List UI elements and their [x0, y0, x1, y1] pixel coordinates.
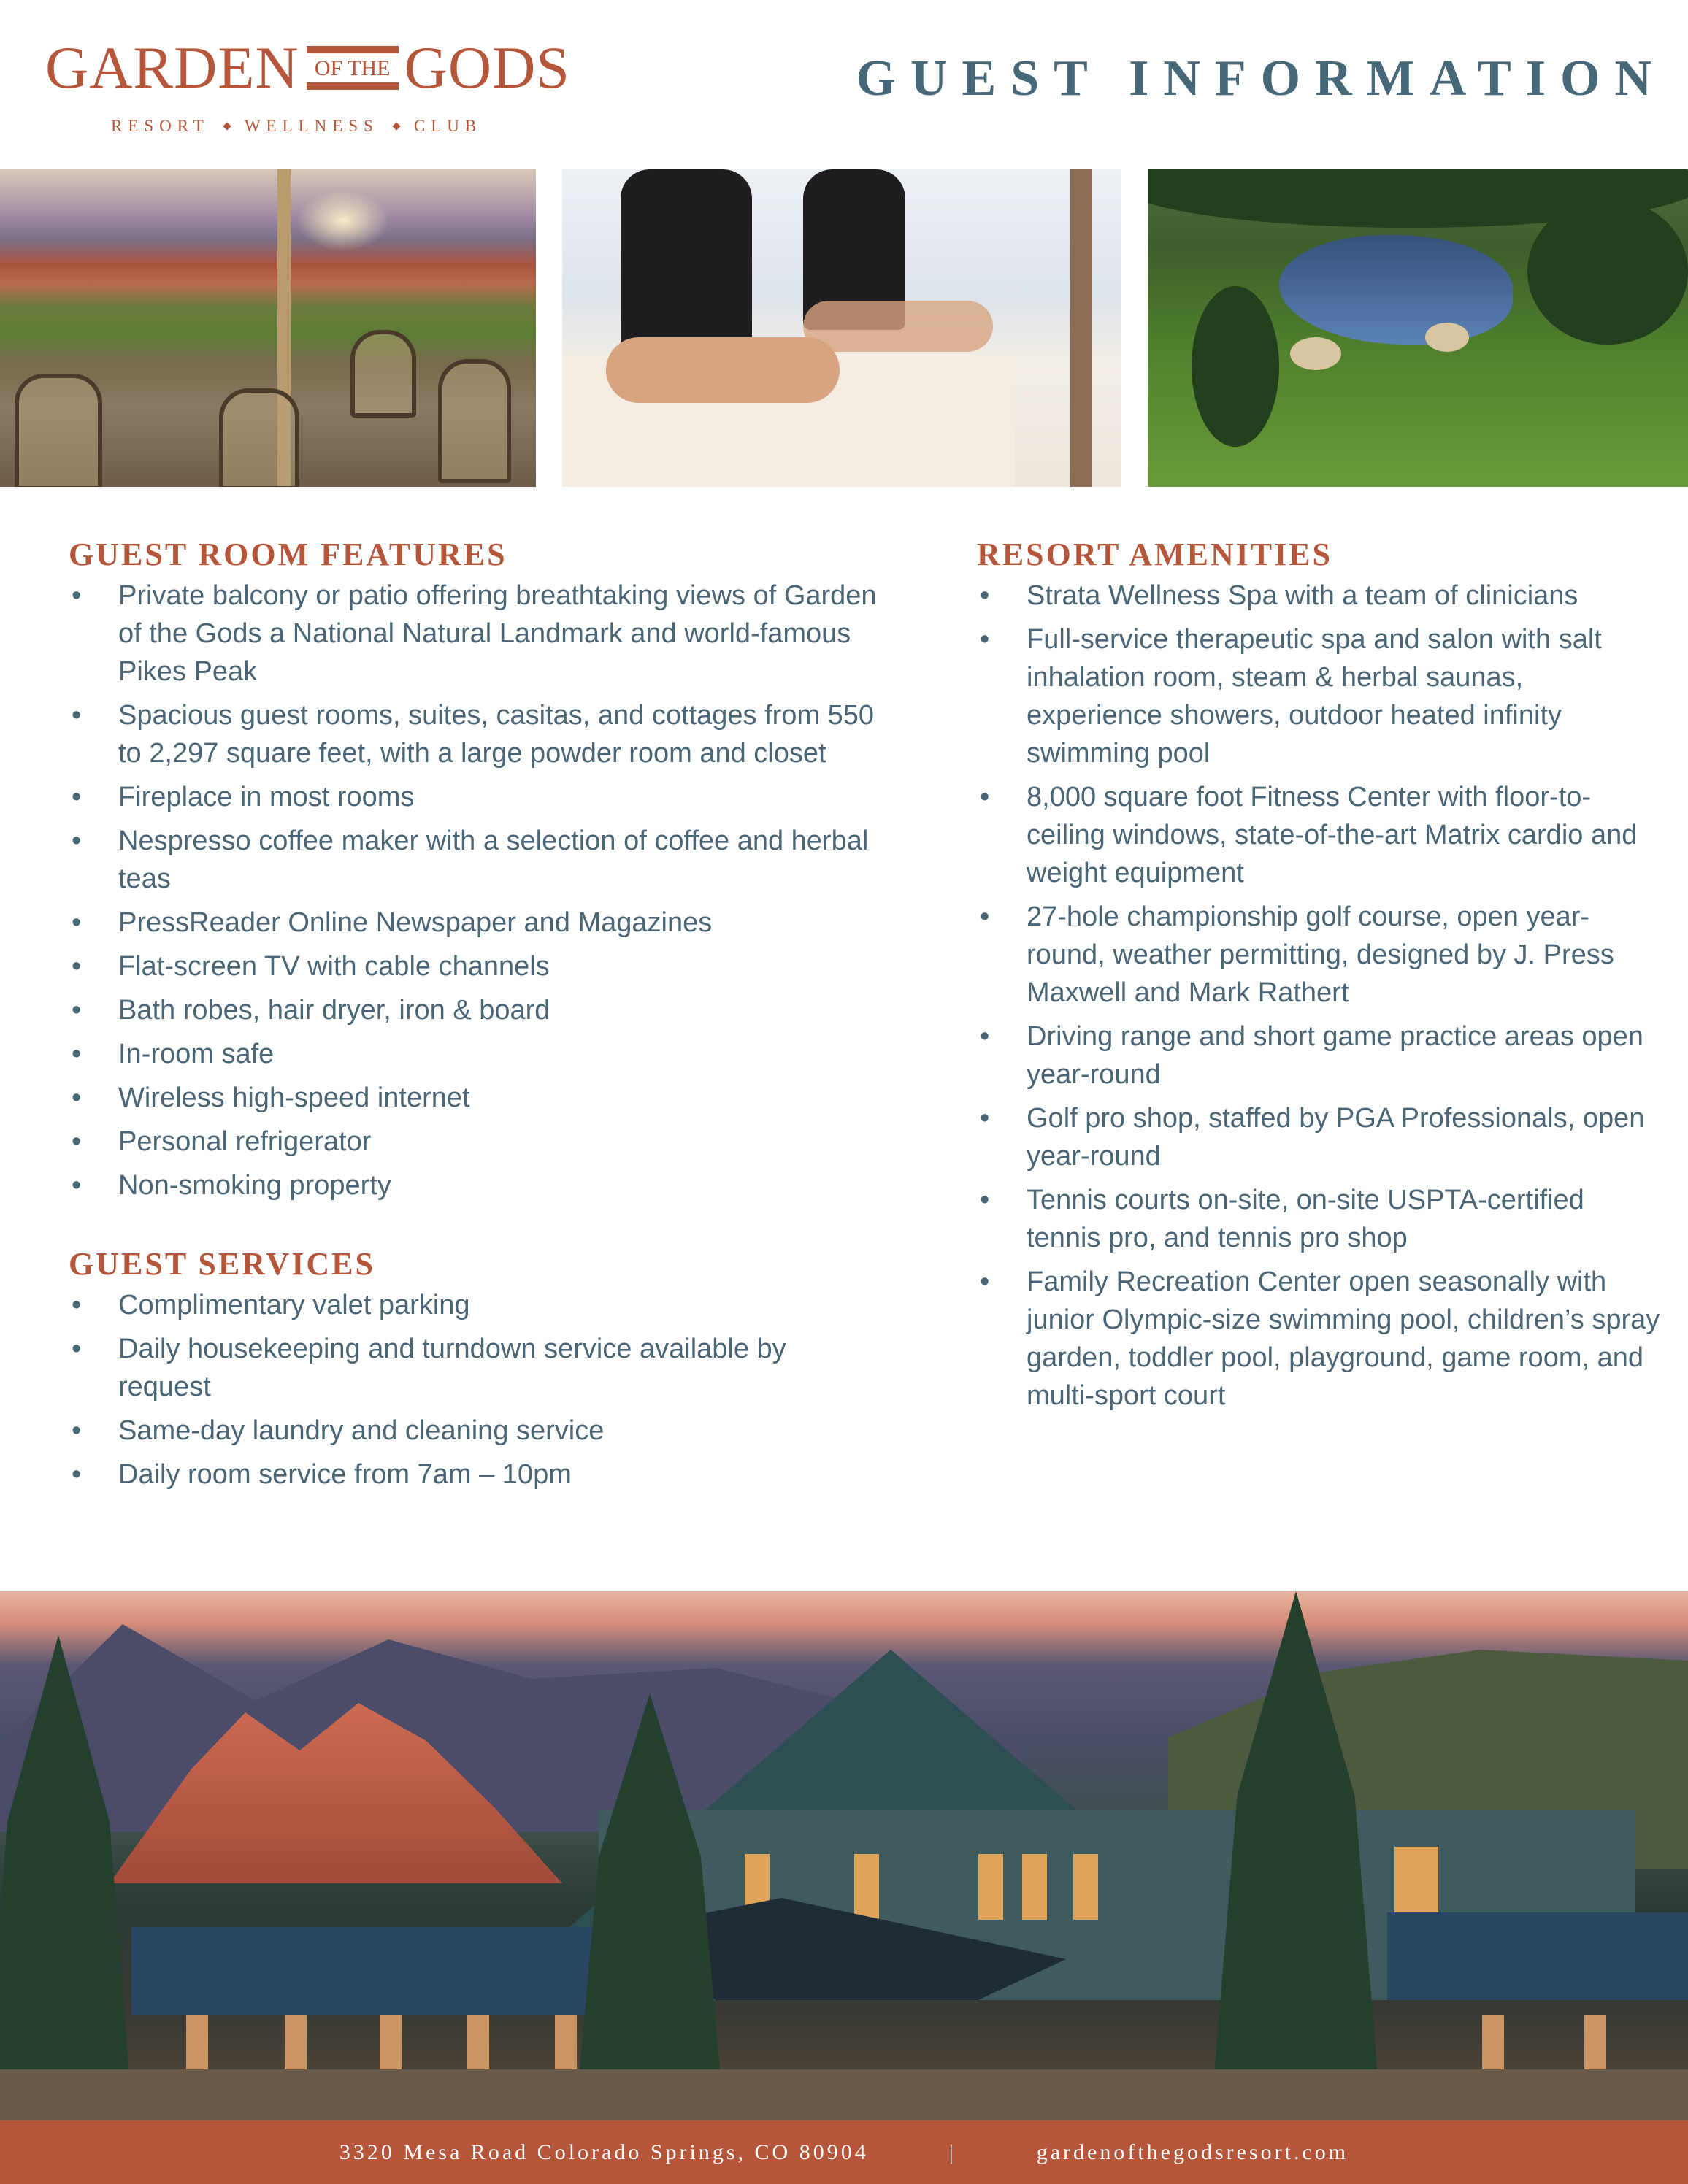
list-item: • PressReader Online Newspaper and Magazines: [69, 904, 879, 942]
lit-window: [978, 1854, 1003, 1920]
tree-cluster: [1192, 286, 1279, 447]
list-item: • Wireless high-speed internet: [69, 1079, 879, 1117]
logo-wordmark: [45, 34, 586, 101]
section-title-guest-services: GUEST SERVICES: [69, 1246, 375, 1282]
diamond-icon: [223, 122, 231, 130]
right-column: [977, 534, 1663, 1420]
tagline-resort: RESORT: [111, 117, 210, 135]
footer-website-link[interactable]: gardenofthegodsresort.com: [1036, 2139, 1349, 2164]
guest-room-features-list: [69, 577, 879, 1204]
logo-of-the: [307, 46, 399, 90]
patio-dining-photo: [0, 169, 536, 487]
sand-bunker: [1290, 337, 1341, 370]
sand-bunker: [1425, 323, 1469, 352]
chair-shape: [15, 374, 102, 487]
list-item: • Family Recreation Center open seasonally with junior Olympic-size swimming pool, children’s spray garden, toddler pool, playground, game room, and multi-sport court: [977, 1263, 1663, 1415]
list-item: • Driving range and short game practice areas open year-round: [977, 1018, 1663, 1093]
list-item: • Strata Wellness Spa with a team of clinicians: [977, 577, 1663, 615]
list-item: • Golf pro shop, staffed by PGA Professionals, open year-round: [977, 1099, 1663, 1175]
page-title: GUEST INFORMATION: [856, 50, 1666, 107]
couples-massage-photo: [562, 169, 1121, 487]
logo-word-garden: GARDEN: [45, 34, 299, 101]
list-item: • Tennis courts on-site, on-site USPTA-certified tennis pro, and tennis pro shop: [977, 1181, 1663, 1257]
list-item: • Same-day laundry and cleaning service: [69, 1412, 879, 1450]
list-item: • Nespresso coffee maker with a selection of coffee and herbal teas: [69, 822, 879, 898]
brand-logo: [45, 34, 586, 136]
driveway: [0, 2069, 1688, 2120]
spacer: [69, 1210, 879, 1244]
logo-rule-bottom: [307, 82, 399, 90]
footer-address: 3320 Mesa Road Colorado Springs, CO 80904: [339, 2139, 869, 2164]
pond: [1279, 235, 1513, 345]
lit-window: [1022, 1854, 1047, 1920]
list-item: • 8,000 square foot Fitness Center with floor-to-ceiling windows, state-of-the-art Matrix cardio and weight equipment: [977, 778, 1663, 892]
tagline-wellness: WELLNESS: [244, 117, 379, 135]
footer-bar: [0, 2120, 1688, 2184]
list-item: • Personal refrigerator: [69, 1123, 879, 1161]
section-title-resort-amenities: RESORT AMENITIES: [977, 537, 1333, 572]
section-title-guest-room-features: GUEST ROOM FEATURES: [69, 537, 507, 572]
list-item: • Complimentary valet parking: [69, 1286, 879, 1324]
list-item: • Full-service therapeutic spa and salon with salt inhalation room, steam & herbal saunas, experience showers, outdoor heated infinity swimming pool: [977, 620, 1663, 772]
chair-shape: [350, 330, 416, 418]
list-item: • Daily room service from 7am – 10pm: [69, 1456, 879, 1493]
guest-services-list: [69, 1286, 879, 1493]
footer-separator: |: [948, 2139, 956, 2164]
therapist-shape: [621, 169, 752, 352]
resort-lodge-photo: [0, 1591, 1688, 2120]
diamond-icon: [392, 122, 400, 130]
chair-shape: [438, 359, 511, 483]
list-item: • In-room safe: [69, 1035, 879, 1073]
golf-course-photo: [1148, 169, 1688, 487]
list-item: • Bath robes, hair dryer, iron & board: [69, 991, 879, 1029]
list-item: • Fireplace in most rooms: [69, 778, 879, 816]
list-item: • Private balcony or patio offering breathtaking views of Garden of the Gods a National Natural Landmark and world-famous Pikes Peak: [69, 577, 879, 691]
logo-rule-top: [307, 46, 399, 53]
resort-amenities-list: [977, 577, 1663, 1415]
left-column: [69, 534, 879, 1499]
lit-window: [854, 1854, 879, 1920]
low-roof-right: [1387, 1912, 1688, 2000]
logo-tagline: [111, 117, 586, 136]
guest-shape: [803, 301, 993, 352]
list-item: • Daily housekeeping and turndown service available by request: [69, 1330, 879, 1406]
chair-shape: [219, 388, 299, 487]
tree-cluster: [1527, 199, 1688, 345]
list-item: • Flat-screen TV with cable channels: [69, 947, 879, 985]
list-item: • Non-smoking property: [69, 1166, 879, 1204]
logo-of-the-text: OF THE: [314, 56, 391, 80]
window-frame: [1070, 169, 1092, 487]
lit-window: [1073, 1854, 1098, 1920]
list-item: • Spacious guest rooms, suites, casitas, and cottages from 550 to 2,297 square feet, with a large powder room and closet: [69, 696, 879, 772]
guest-shape: [606, 337, 840, 403]
logo-word-gods: GODS: [404, 34, 570, 101]
low-roof-left: [131, 1927, 599, 2015]
tagline-club: CLUB: [413, 117, 483, 135]
list-item: • 27-hole championship golf course, open year-round, weather permitting, designed by J. Press Maxwell and Mark Rathert: [977, 898, 1663, 1012]
